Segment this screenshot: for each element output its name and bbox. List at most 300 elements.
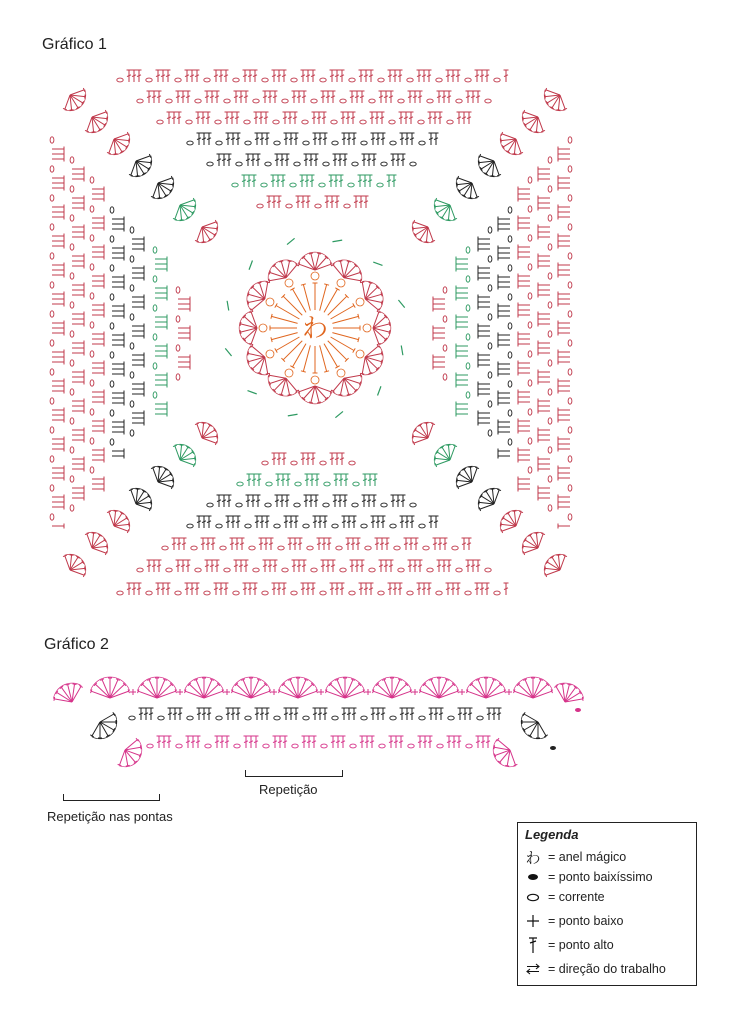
chain-stitch — [340, 568, 346, 572]
double-crochet-stitch — [207, 516, 212, 528]
chain-stitch — [224, 99, 230, 103]
double-crochet-stitch — [310, 175, 315, 187]
chain-stitch — [153, 334, 157, 340]
double-crochet-stitch — [282, 583, 287, 595]
shell-fan — [85, 110, 108, 133]
double-crochet-stitch — [405, 133, 410, 145]
double-crochet-stitch — [478, 421, 490, 426]
double-crochet-stitch — [457, 736, 462, 748]
chain-stitch — [50, 166, 54, 172]
double-crochet-stitch — [318, 708, 323, 720]
double-crochet-stitch — [155, 257, 167, 262]
double-crochet-stitch — [280, 154, 285, 166]
double-crochet-stitch — [92, 303, 104, 308]
chain-stitch — [390, 524, 396, 528]
double-crochet-stitch — [246, 495, 251, 507]
double-crochet-stitch — [197, 516, 202, 528]
double-crochet-stitch — [518, 395, 530, 400]
double-crochet-stitch — [52, 379, 64, 384]
double-crochet-stitch — [355, 91, 360, 103]
chart2-title: Gráfico 2 — [44, 636, 109, 653]
chain-stitch — [158, 716, 164, 720]
double-crochet-stitch — [399, 736, 404, 748]
double-crochet-stitch — [437, 560, 442, 572]
chain-stitch — [410, 162, 416, 166]
double-crochet-stitch — [298, 538, 303, 550]
chain-stitch — [568, 340, 572, 346]
single-crochet-stitch — [459, 689, 465, 695]
chain-stitch — [175, 78, 181, 82]
chain-stitch — [485, 99, 491, 103]
double-crochet-stitch — [538, 351, 550, 356]
double-crochet-stitch — [331, 736, 336, 748]
double-crochet-stitch — [427, 583, 432, 595]
chain-stitch — [528, 235, 532, 241]
chain-stitch — [233, 591, 239, 595]
double-crochet-stitch — [178, 355, 190, 360]
double-crochet-stitch — [358, 175, 363, 187]
double-crochet-stitch — [306, 196, 311, 208]
double-crochet-stitch — [186, 560, 191, 572]
double-crochet-stitch — [306, 70, 311, 82]
double-crochet-stitch — [314, 495, 319, 507]
chain-stitch — [130, 227, 134, 233]
chain-stitch — [162, 546, 168, 550]
shell-fan — [373, 311, 391, 345]
double-crochet-stitch — [335, 453, 340, 465]
double-crochet-stitch — [277, 196, 282, 208]
double-crochet-stitch — [538, 322, 550, 327]
chain-stitch — [485, 568, 491, 572]
chain-stitch — [466, 305, 470, 311]
double-crochet-stitch — [433, 331, 445, 336]
double-crochet-stitch — [538, 288, 550, 293]
double-crochet-stitch — [92, 279, 104, 284]
chain-stitch — [90, 467, 94, 473]
chain-stitch — [456, 99, 462, 103]
chain-stitch — [50, 514, 54, 520]
chain-stitch — [50, 282, 54, 288]
double-crochet-stitch — [263, 91, 268, 103]
chain-stitch — [262, 591, 268, 595]
double-crochet-stitch — [364, 196, 369, 208]
chain-stitch — [548, 186, 552, 192]
double-crochet-stitch — [538, 293, 550, 298]
double-crochet-stitch — [166, 70, 171, 82]
chain-stitch — [216, 141, 222, 145]
chain-stitch — [207, 162, 213, 166]
double-crochet-stitch — [498, 227, 510, 232]
shell-fan — [456, 466, 479, 489]
double-crochet-stitch — [438, 538, 443, 550]
chain-stitch — [70, 302, 74, 308]
double-crochet-stitch — [234, 91, 239, 103]
double-crochet-stitch — [321, 560, 326, 572]
double-crochet-stitch — [538, 172, 550, 177]
double-crochet-stitch — [418, 736, 423, 748]
double-crochet-stitch — [92, 390, 104, 395]
single-crochet-icon — [524, 914, 542, 928]
double-crochet-stitch — [389, 560, 394, 572]
double-crochet-stitch — [338, 495, 343, 507]
double-crochet-stitch — [376, 133, 381, 145]
double-crochet-stitch — [518, 371, 530, 376]
double-crochet-stitch — [518, 284, 530, 289]
chain-stitch — [176, 345, 180, 351]
chain-stitch — [50, 427, 54, 433]
double-crochet-stitch — [92, 371, 104, 376]
double-crochet-stitch — [442, 560, 447, 572]
shell-fan — [90, 712, 117, 739]
double-crochet-stitch — [478, 305, 490, 310]
double-crochet-stitch — [456, 344, 468, 349]
chain-stitch — [90, 322, 94, 328]
double-crochet-stitch — [265, 708, 270, 720]
double-crochet-stitch — [365, 736, 370, 748]
double-crochet-stitch — [443, 538, 448, 550]
double-crochet-stitch — [504, 583, 509, 595]
chain-stitch — [110, 236, 114, 242]
double-crochet-stitch — [518, 245, 530, 250]
double-crochet-stitch — [538, 206, 550, 211]
chain-stitch — [50, 340, 54, 346]
double-crochet-stitch — [370, 736, 375, 748]
double-crochet-stitch — [381, 133, 386, 145]
double-crochet-stitch — [498, 391, 510, 396]
double-crochet-stitch — [456, 315, 468, 320]
double-crochet-stitch — [72, 264, 84, 269]
double-crochet-stitch — [456, 383, 468, 388]
chain-stitch — [137, 99, 143, 103]
double-crochet-stitch — [52, 215, 64, 220]
double-crochet-stitch — [498, 309, 510, 314]
double-crochet-stitch — [72, 428, 84, 433]
double-crochet-stitch — [314, 154, 319, 166]
double-crochet-stitch — [341, 736, 346, 748]
chain-stitch — [443, 316, 447, 322]
chain-stitch — [263, 744, 269, 748]
double-crochet-stitch — [518, 448, 530, 453]
double-crochet-stitch — [252, 175, 257, 187]
double-crochet-stitch — [155, 402, 167, 407]
double-crochet-stitch — [558, 186, 570, 191]
double-crochet-stitch — [236, 133, 241, 145]
chain-stitch — [324, 482, 330, 486]
double-crochet-stitch — [538, 433, 550, 438]
chain-stitch — [90, 293, 94, 299]
double-crochet-stitch — [132, 247, 144, 252]
double-crochet-stitch — [52, 302, 64, 307]
double-crochet-stitch — [405, 516, 410, 528]
double-crochet-stitch — [112, 372, 124, 377]
double-crochet-stitch — [293, 538, 298, 550]
double-crochet-stitch — [293, 112, 298, 124]
double-crochet-stitch — [247, 175, 252, 187]
double-crochet-stitch — [72, 346, 84, 351]
double-crochet-stitch — [384, 560, 389, 572]
double-crochet-stitch — [347, 708, 352, 720]
double-crochet-stitch — [538, 317, 550, 322]
double-crochet-stitch — [132, 353, 144, 358]
double-crochet-stitch — [132, 392, 144, 397]
shell-fan — [522, 110, 545, 133]
double-crochet-stitch — [197, 708, 202, 720]
chain-stitch — [50, 253, 54, 259]
double-crochet-stitch — [518, 361, 530, 366]
double-crochet-stitch — [422, 70, 427, 82]
double-crochet-stitch — [558, 234, 570, 239]
shell-fan — [412, 220, 435, 243]
chain-stitch — [466, 276, 470, 282]
double-crochet-stitch — [112, 338, 124, 343]
double-crochet-stitch — [112, 362, 124, 367]
double-crochet-stitch — [301, 453, 306, 465]
double-crochet-stitch — [417, 70, 422, 82]
chain-stitch — [349, 461, 355, 465]
chain-stitch — [204, 591, 210, 595]
direction-arrows-icon — [524, 963, 542, 975]
chain-stitch — [205, 744, 211, 748]
chain-stitch — [224, 568, 230, 572]
double-crochet-stitch — [72, 235, 84, 240]
single-crochet-stitch — [271, 689, 277, 695]
double-crochet-stitch — [341, 112, 346, 124]
double-crochet-stitch — [433, 365, 445, 370]
double-crochet-stitch — [309, 495, 314, 507]
shell-fan — [137, 677, 176, 698]
chain-stitch — [419, 141, 425, 145]
double-crochet-stitch — [558, 331, 570, 336]
double-crochet-stitch — [254, 736, 259, 748]
double-crochet-stitch — [72, 351, 84, 356]
chain-stitch — [494, 591, 500, 595]
double-crochet-stitch — [112, 396, 124, 401]
chain-stitch — [245, 716, 251, 720]
double-crochet-stitch — [373, 474, 378, 486]
double-crochet-stitch — [294, 708, 299, 720]
double-crochet-stitch — [52, 360, 64, 365]
double-crochet-stitch — [433, 355, 445, 360]
double-crochet-stitch — [558, 379, 570, 384]
chart1-title: Gráfico 1 — [42, 36, 107, 53]
chain-stitch — [379, 744, 385, 748]
double-crochet-stitch — [205, 91, 210, 103]
chain-stitch — [153, 363, 157, 369]
chain-stitch — [245, 141, 251, 145]
chain-stitch — [398, 568, 404, 572]
chain-stitch — [176, 287, 180, 293]
double-crochet-stitch — [342, 133, 347, 145]
chain-stitch — [70, 447, 74, 453]
chain-stitch — [319, 183, 325, 187]
double-crochet-stitch — [558, 437, 570, 442]
chain-stitch — [130, 343, 134, 349]
double-crochet-stitch — [354, 196, 359, 208]
double-crochet-stitch — [244, 736, 249, 748]
double-crochet-stitch — [558, 268, 570, 273]
shell-fan — [466, 677, 505, 698]
double-crochet-stitch — [207, 133, 212, 145]
chain-stitch — [369, 568, 375, 572]
double-crochet-stitch — [478, 295, 490, 300]
chain-stitch — [274, 716, 280, 720]
double-crochet-stitch — [132, 421, 144, 426]
double-crochet-stitch — [240, 538, 245, 550]
double-crochet-stitch — [422, 583, 427, 595]
double-crochet-stitch — [269, 538, 274, 550]
shell-fan — [195, 220, 218, 243]
double-crochet-stitch — [155, 262, 167, 267]
double-crochet-stitch — [112, 251, 124, 256]
double-crochet-stitch — [372, 495, 377, 507]
double-crochet-stitch — [351, 538, 356, 550]
double-crochet-stitch — [147, 560, 152, 572]
double-crochet-stitch — [239, 560, 244, 572]
double-crochet-stitch — [185, 583, 190, 595]
double-crochet-stitch — [437, 91, 442, 103]
shell-fan — [513, 677, 552, 698]
double-crochet-stitch — [206, 538, 211, 550]
double-crochet-stitch — [408, 91, 413, 103]
double-crochet-stitch — [273, 736, 278, 748]
shell-fan — [360, 345, 383, 375]
double-crochet-stitch — [155, 412, 167, 417]
double-crochet-stitch — [518, 342, 530, 347]
double-crochet-stitch — [558, 384, 570, 389]
chain-stitch — [548, 244, 552, 250]
double-crochet-stitch — [149, 708, 154, 720]
legend-item: = ponto alto — [524, 935, 614, 955]
double-crochet-stitch — [456, 320, 468, 325]
double-crochet-stitch — [456, 257, 468, 262]
double-crochet-stitch — [265, 516, 270, 528]
chain-stitch — [465, 591, 471, 595]
chain-stitch — [436, 591, 442, 595]
chain-stitch — [130, 256, 134, 262]
chain-stitch — [50, 398, 54, 404]
double-crochet-stitch — [384, 91, 389, 103]
legend-title: Legenda — [525, 827, 579, 842]
double-crochet-stitch — [538, 235, 550, 240]
double-crochet-stitch — [280, 495, 285, 507]
double-crochet-stitch — [311, 453, 316, 465]
chain-stitch — [419, 524, 425, 528]
double-crochet-stitch — [400, 708, 405, 720]
double-crochet-stitch — [456, 286, 468, 291]
double-crochet-stitch — [330, 583, 335, 595]
double-crochet-stitch — [376, 708, 381, 720]
double-crochet-stitch — [478, 329, 490, 334]
double-crochet-stitch — [92, 308, 104, 313]
double-crochet-stitch — [253, 70, 258, 82]
double-crochet-stitch — [538, 201, 550, 206]
chain-stitch — [278, 546, 284, 550]
double-crochet-stitch — [236, 708, 241, 720]
chain-stitch — [191, 546, 197, 550]
chain-stitch — [216, 716, 222, 720]
double-crochet-stitch — [478, 242, 490, 247]
double-crochet-stitch — [400, 133, 405, 145]
double-crochet-stitch — [427, 70, 432, 82]
double-crochet-stitch — [92, 250, 104, 255]
double-crochet-stitch — [52, 331, 64, 336]
double-crochet-stitch — [72, 259, 84, 264]
double-crochet-stitch — [219, 583, 224, 595]
single-crochet-stitch — [412, 689, 418, 695]
double-crochet-stitch — [362, 495, 367, 507]
double-crochet-stitch — [518, 429, 530, 434]
chain-stitch — [257, 204, 263, 208]
chain-stitch — [245, 524, 251, 528]
shell-fan — [53, 683, 82, 702]
shell-fan — [107, 510, 130, 533]
chain-stitch — [90, 351, 94, 357]
double-crochet-stitch — [433, 336, 445, 341]
double-crochet-stitch — [246, 154, 251, 166]
double-crochet-stitch — [518, 308, 530, 313]
double-crochet-stitch — [255, 516, 260, 528]
double-crochet-stitch — [310, 474, 315, 486]
double-crochet-stitch — [331, 560, 336, 572]
double-crochet-stitch — [226, 516, 231, 528]
double-crochet-stitch — [256, 495, 261, 507]
double-crochet-stitch — [92, 453, 104, 458]
chain-stitch — [303, 141, 309, 145]
chain-stitch — [466, 392, 470, 398]
chain-stitch — [110, 294, 114, 300]
double-crochet-stitch — [498, 217, 510, 222]
chain-stitch — [249, 546, 255, 550]
double-crochet-stitch — [137, 70, 142, 82]
double-crochet-stitch — [558, 215, 570, 220]
double-crochet-stitch — [456, 262, 468, 267]
double-crochet-stitch — [112, 430, 124, 435]
chain-stitch — [488, 256, 492, 262]
double-crochet-stitch — [288, 112, 293, 124]
double-crochet-stitch — [485, 583, 490, 595]
double-crochet-stitch — [518, 187, 530, 192]
chain-stitch — [361, 524, 367, 528]
chain-stitch — [378, 591, 384, 595]
chain-stitch — [381, 503, 387, 507]
double-crochet-stitch — [456, 412, 468, 417]
chain-stitch — [321, 744, 327, 748]
chain-stitch — [265, 503, 271, 507]
double-crochet-stitch — [518, 332, 530, 337]
shell-fan — [173, 444, 196, 467]
double-crochet-stitch — [244, 91, 249, 103]
chain-stitch — [302, 120, 308, 124]
shell-fan — [544, 88, 567, 111]
double-crochet-stitch — [52, 408, 64, 413]
double-crochet-stitch — [538, 370, 550, 375]
chain-stitch — [232, 183, 238, 187]
double-crochet-stitch — [462, 538, 467, 550]
double-crochet-stitch — [92, 458, 104, 463]
double-crochet-stitch — [132, 300, 144, 305]
double-crochet-stitch — [52, 273, 64, 278]
chain-stitch — [234, 744, 240, 748]
double-crochet-stitch — [92, 429, 104, 434]
shell-fan — [493, 738, 517, 767]
double-crochet-stitch — [52, 210, 64, 215]
chain-stitch — [466, 247, 470, 253]
double-crochet-stitch — [304, 495, 309, 507]
double-crochet-stitch — [297, 560, 302, 572]
double-crochet-stitch — [201, 112, 206, 124]
double-crochet-stitch — [297, 91, 302, 103]
double-crochet-stitch — [518, 303, 530, 308]
